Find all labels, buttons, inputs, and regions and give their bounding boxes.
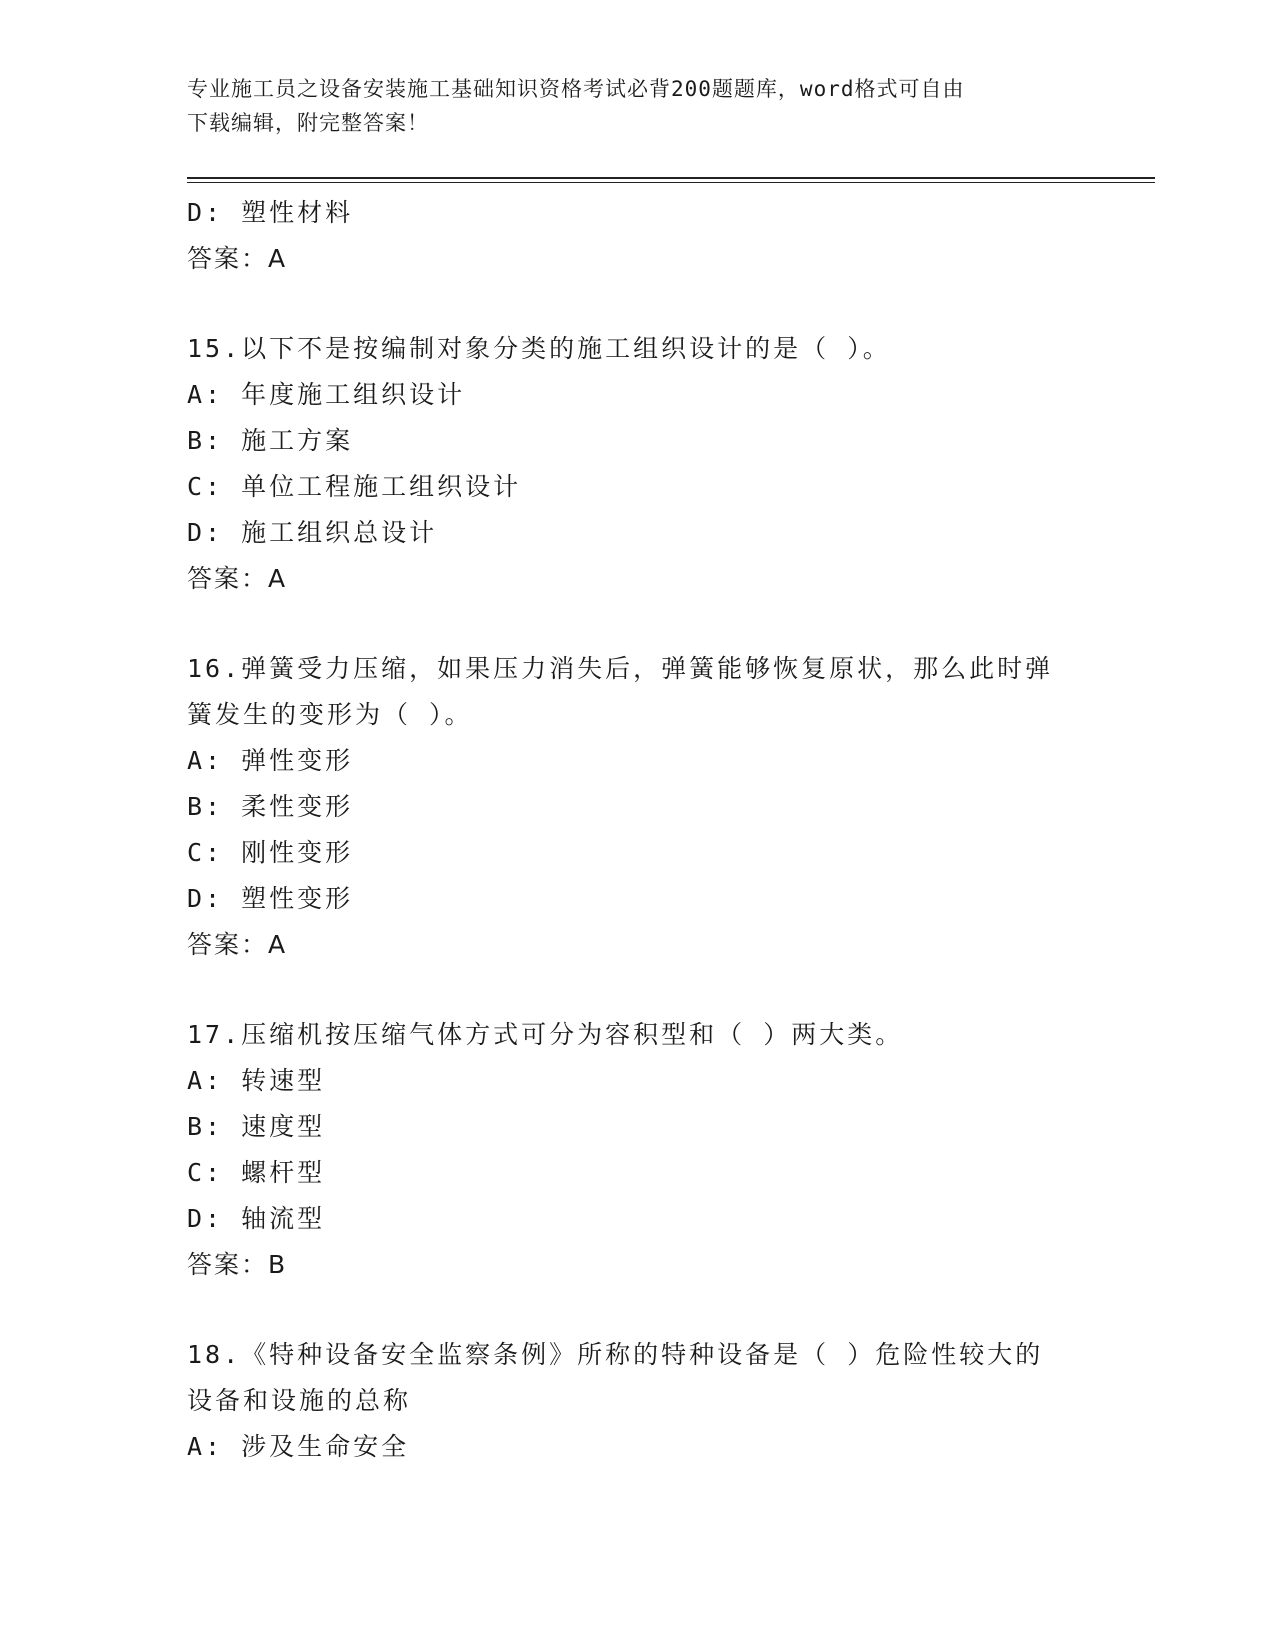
option-c: C: 刚性变形 <box>187 838 354 867</box>
header-line-1: 专业施工员之设备安装施工基础知识资格考试必背200题题库，word格式可自由 <box>187 77 965 101</box>
spacer <box>187 282 1087 326</box>
option-c: C: 单位工程施工组织设计 <box>187 472 522 501</box>
option-a: A: 年度施工组织设计 <box>187 380 466 409</box>
header-divider-thin <box>187 182 1155 183</box>
question-stem: 15.以下不是按编制对象分类的施工组织设计的是（ ）。 <box>187 334 891 363</box>
spacer <box>187 602 1087 646</box>
option-d: D: 轴流型 <box>187 1204 326 1233</box>
option-d: D: 施工组织总设计 <box>187 518 438 547</box>
question-stem-line-2: 簧发生的变形为（ ）。 <box>187 700 473 729</box>
option-d: D: 塑性变形 <box>187 884 354 913</box>
document-header <box>187 72 1067 140</box>
question-18 <box>187 1332 1087 1470</box>
option-b: B: 速度型 <box>187 1112 326 1141</box>
header-divider-thick <box>187 177 1155 179</box>
question-stem-line-1: 18.《特种设备安全监察条例》所称的特种设备是（ ）危险性较大的 <box>187 1340 1044 1369</box>
option-d: D: 塑性材料 <box>187 198 354 227</box>
question-16 <box>187 646 1087 968</box>
option-a: A: 转速型 <box>187 1066 326 1095</box>
header-line-2: 下载编辑，附完整答案！ <box>187 111 429 135</box>
option-b: B: 柔性变形 <box>187 792 354 821</box>
spacer <box>187 968 1087 1012</box>
option-a: A: 涉及生命安全 <box>187 1432 410 1461</box>
answer-line: 答案：A <box>187 244 288 273</box>
option-a: A: 弹性变形 <box>187 746 354 775</box>
answer-line: 答案：A <box>187 930 288 959</box>
option-b: B: 施工方案 <box>187 426 354 455</box>
question-15 <box>187 326 1087 602</box>
question-14-tail <box>187 190 1087 282</box>
answer-line: 答案：A <box>187 564 288 593</box>
question-stem: 17.压缩机按压缩气体方式可分为容积型和（ ）两大类。 <box>187 1020 904 1049</box>
question-17 <box>187 1012 1087 1288</box>
question-stem-line-1: 16.弹簧受力压缩，如果压力消失后，弹簧能够恢复原状，那么此时弹 <box>187 654 1054 683</box>
question-stem-line-2: 设备和设施的总称 <box>187 1386 412 1415</box>
answer-line: 答案：B <box>187 1250 288 1279</box>
option-c: C: 螺杆型 <box>187 1158 326 1187</box>
document-body <box>187 190 1087 1470</box>
spacer <box>187 1288 1087 1332</box>
